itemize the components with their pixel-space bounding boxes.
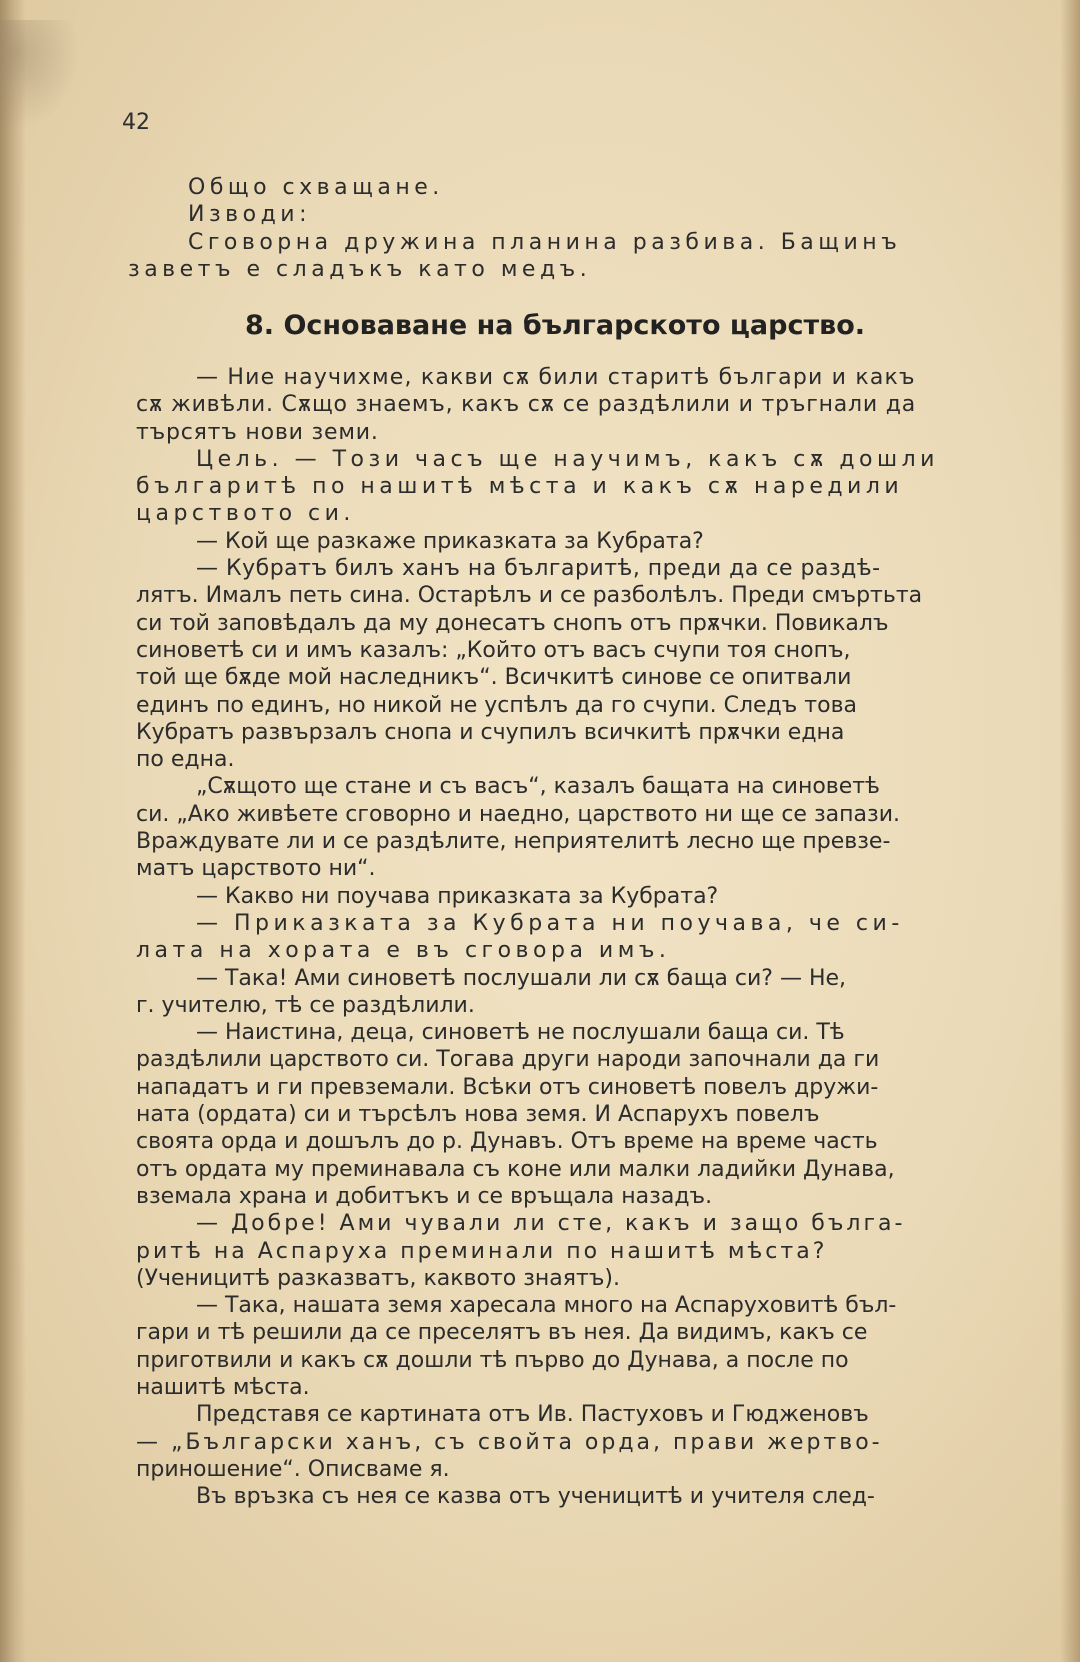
body-line: гари и тѣ решили да се преселятъ въ нея. Да видимъ, какъ се: [136, 1320, 868, 1346]
body-line: отъ ордата му преминавала съ коне или малки ладийки Дунава,: [136, 1156, 895, 1182]
body-line: Враждувате ли и се раздѣлите, неприятелитѣ лесно ще превзе-: [136, 829, 891, 855]
body-line: — Приказката за Кубрата ни поучава, че си-: [196, 910, 904, 936]
page-number: 42: [122, 110, 150, 135]
body-text: [136, 364, 939, 1510]
page-smudge: [0, 20, 80, 130]
body-line: „Сѫщото ще стане и съ васъ“, казалъ бащата на синоветѣ: [196, 774, 880, 800]
page-right-edge-shadow: [1060, 0, 1080, 1662]
body-line: Кубратъ развързалъ снопа и счупилъ всичкитѣ прѫчки една: [136, 719, 845, 745]
intro-line: Сговорна дружина планина разбива. Бащинъ: [188, 229, 902, 255]
body-line: нападатъ и ги превземали. Всѣки отъ синоветѣ повелъ дружи-: [136, 1074, 879, 1100]
intro-line: заветъ е сладъкъ като медъ.: [128, 256, 592, 282]
body-line: синоветѣ си и имъ казалъ: „Който отъ васъ счупи тоя снопъ,: [136, 637, 851, 663]
body-line: Представя се картината отъ Ив. Пастуховъ и Гюдженовъ: [196, 1402, 869, 1428]
page-left-edge-shadow: [0, 0, 26, 1662]
intro-line: Общо схващане.: [188, 175, 444, 200]
body-line: — Наистина, деца, синоветѣ не послушали баща си. Тѣ: [196, 1020, 845, 1046]
body-line: приготвили и какъ сѫ дошли тѣ първо до Дунава, а после по: [136, 1347, 849, 1373]
body-line: своята орда и дошълъ до р. Дунавъ. Отъ време на време часть: [136, 1129, 878, 1155]
body-line: по една.: [136, 747, 235, 773]
body-line: сѫ живѣли. Сѫщо знаемъ, какъ сѫ се раздѣлили и тръгнали да: [136, 392, 917, 418]
body-line: ната (ордата) си и търсѣлъ нова земя. И Аспарухъ повелъ: [136, 1102, 820, 1128]
body-line: лятъ. Ималъ петь сина. Остарѣлъ и се разболѣлъ. Преди смъртьта: [136, 583, 923, 609]
body-line: — Така, нашата земя харесала много на Аспаруховитѣ бъл-: [196, 1293, 897, 1319]
body-line: — „Български ханъ, съ свойта орда, прави жертво-: [136, 1429, 883, 1455]
body-line: той ще бѫде мой наследникъ“. Всичкитѣ синове се опитвали: [136, 665, 852, 691]
body-line: — Ние научихме, какви сѫ били старитѣ българи и какъ: [196, 365, 916, 390]
body-line: царството си.: [136, 501, 355, 527]
section-heading: 8. Основаване на българското царство.: [245, 310, 866, 341]
body-line: лата на хората е въ сговора имъ.: [136, 938, 671, 964]
body-line: г. учителю, тѣ се раздѣлили.: [136, 992, 475, 1018]
body-line: Въ връзка съ нея се казва отъ ученицитѣ и учителя след-: [196, 1484, 875, 1510]
intro-line: Изводи:: [188, 202, 312, 228]
body-line: — Кой ще разкаже приказката за Кубрата?: [196, 528, 704, 554]
body-line: вземала храна и добитъкъ и се връщала назадъ.: [136, 1183, 713, 1209]
body-line: ритѣ на Аспаруха преминали по нашитѣ мѣста?: [136, 1238, 828, 1264]
body-line: — Така! Ами синоветѣ послушали ли сѫ баща си? — Не,: [196, 965, 847, 991]
body-line: си. „Ако живѣете сговорно и наедно, царството ни ще се запази.: [136, 801, 900, 827]
body-line: Цель. — Този часъ ще научимъ, какъ сѫ дошли: [196, 446, 939, 472]
body-line: си той заповѣдалъ да му донесатъ снопъ отъ прѫчки. Повикалъ: [136, 610, 889, 636]
body-line: нашитѣ мѣста.: [136, 1374, 310, 1400]
body-line: — Добре! Ами чували ли сте, какъ и защо бълга-: [196, 1211, 906, 1237]
body-line: приношение“. Описваме я.: [136, 1456, 450, 1482]
body-line: българитѣ по нашитѣ мѣста и какъ сѫ наредили: [136, 474, 904, 500]
intro-block: [128, 174, 901, 283]
body-line: раздѣлили царството си. Тогава други народи започнали да ги: [136, 1047, 880, 1073]
body-line: търсятъ нови земи.: [136, 419, 379, 445]
body-line: (Ученицитѣ разказватъ, каквото знаятъ).: [136, 1265, 620, 1291]
body-line: матъ царството ни“.: [136, 856, 376, 882]
body-line: — Какво ни поучава приказката за Кубрата?: [196, 883, 719, 909]
body-line: единъ по единъ, но никой не успѣлъ да го счупи. Следъ това: [136, 692, 858, 718]
body-line: — Кубратъ билъ ханъ на българитѣ, преди да се раздѣ-: [196, 556, 881, 582]
